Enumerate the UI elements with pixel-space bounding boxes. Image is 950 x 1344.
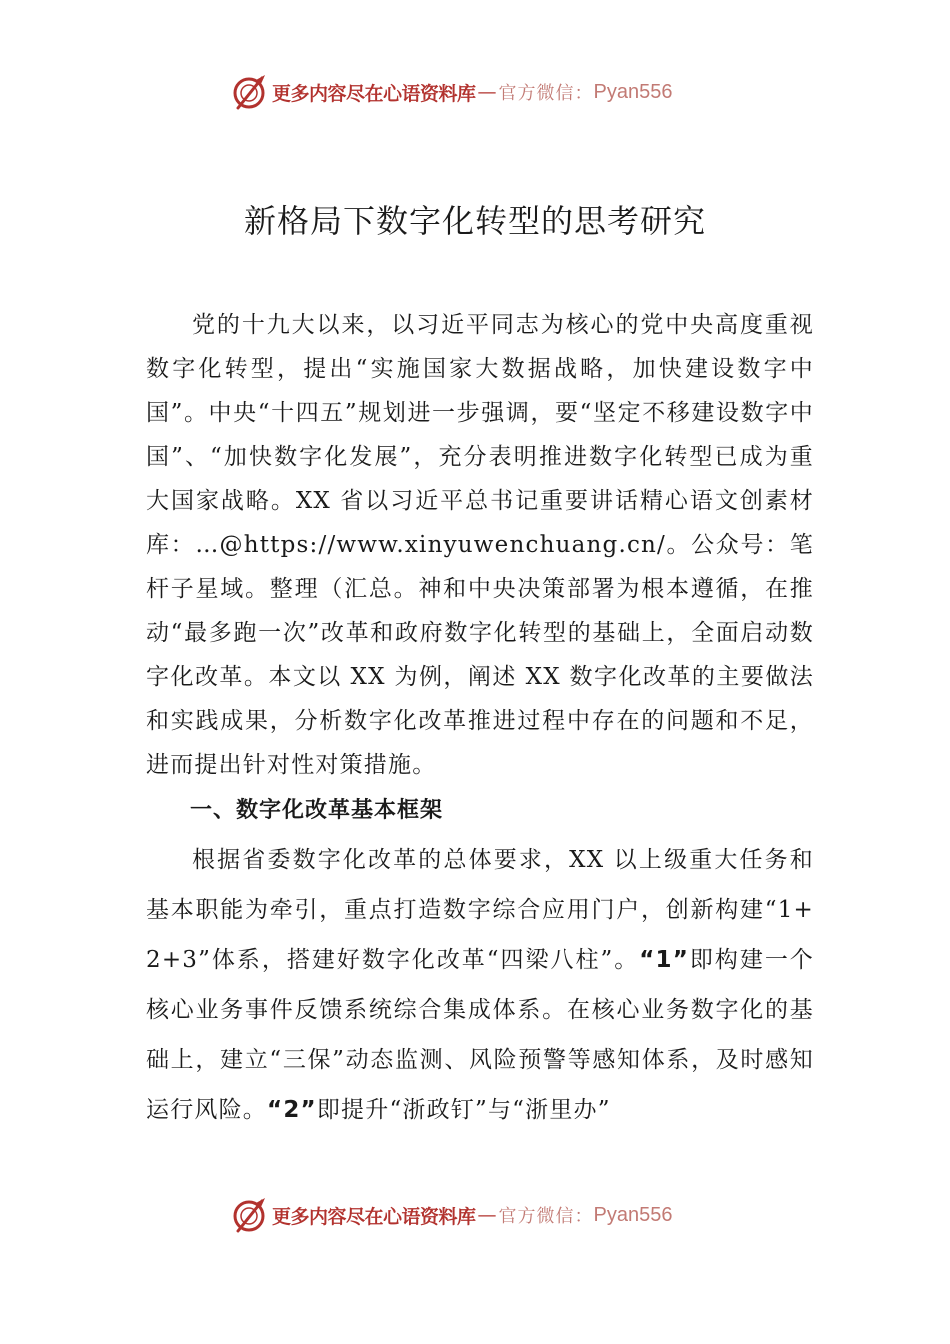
bold-marker-1: “1” (639, 947, 690, 973)
watermark-banner-top (232, 72, 672, 112)
watermark-dash: — (477, 81, 497, 103)
watermark-banner-bottom (232, 1195, 672, 1235)
paragraph-framework-text-a: 根据省委数字化改革的总体要求，XX 以上级重大任务和基本职能为牵引，重点打造数字综合应用门户，创新构建“1+2+3”体系，搭建好数字化改革“四梁八柱”。 (146, 847, 814, 973)
paragraph-framework (146, 835, 814, 1135)
library-logo-icon (232, 1195, 268, 1235)
bold-marker-2: “2” (267, 1097, 317, 1123)
document-title: 新格局下数字化转型的思考研究 (243, 202, 706, 240)
watermark-dash: — (477, 1204, 497, 1226)
watermark-main-text: 更多内容尽在心语资料库 (272, 82, 476, 105)
watermark-label: 官方微信： (498, 1206, 594, 1227)
watermark-wechat-id: Pyan556 (593, 1203, 673, 1226)
paragraph-intro: 党的十九大以来，以习近平同志为核心的党中央高度重视数字化转型，提出“实施国家大数据战略，加快建设数字中国”。中央“十四五”规划进一步强调，要“坚定不移建设数字中国”、“加快数字化发展”，充分表明推进数字化转型已成为重大国家战略。XX 省以习近平总书记重要讲话精心语文创素材库：…@https://www.xinyuwenchuang.cn/。公众号：笔杆子星域。整理（汇总。神和中央决策部署为根本遵循，在推动“最多跑一次”改革和政府数字化转型的基础上，全面启动数字化改革。本文以 XX 为例，阐述 XX 数字化改革的主要做法和实践成果，分析数字化改革推进过程中存在的问题和不足，进而提出针对性对策措施。 (146, 312, 814, 778)
paragraph-framework-text-c: 即提升“浙政钉”与“浙里办” (316, 1097, 611, 1123)
document-body (146, 303, 814, 1135)
library-logo-icon (232, 72, 268, 112)
watermark-main-text: 更多内容尽在心语资料库 (272, 1205, 476, 1228)
watermark-wechat-id: Pyan556 (593, 80, 673, 103)
watermark-label: 官方微信： (498, 83, 594, 104)
paragraph-framework-text-b: 即构建一个核心业务事件反馈系统综合集成体系。在核心业务数字化的基础上，建立“三保”动态监测、风险预警等感知体系，及时感知运行风险。 (146, 947, 815, 1123)
section-heading-1: 一、数字化改革基本框架 (190, 798, 444, 823)
